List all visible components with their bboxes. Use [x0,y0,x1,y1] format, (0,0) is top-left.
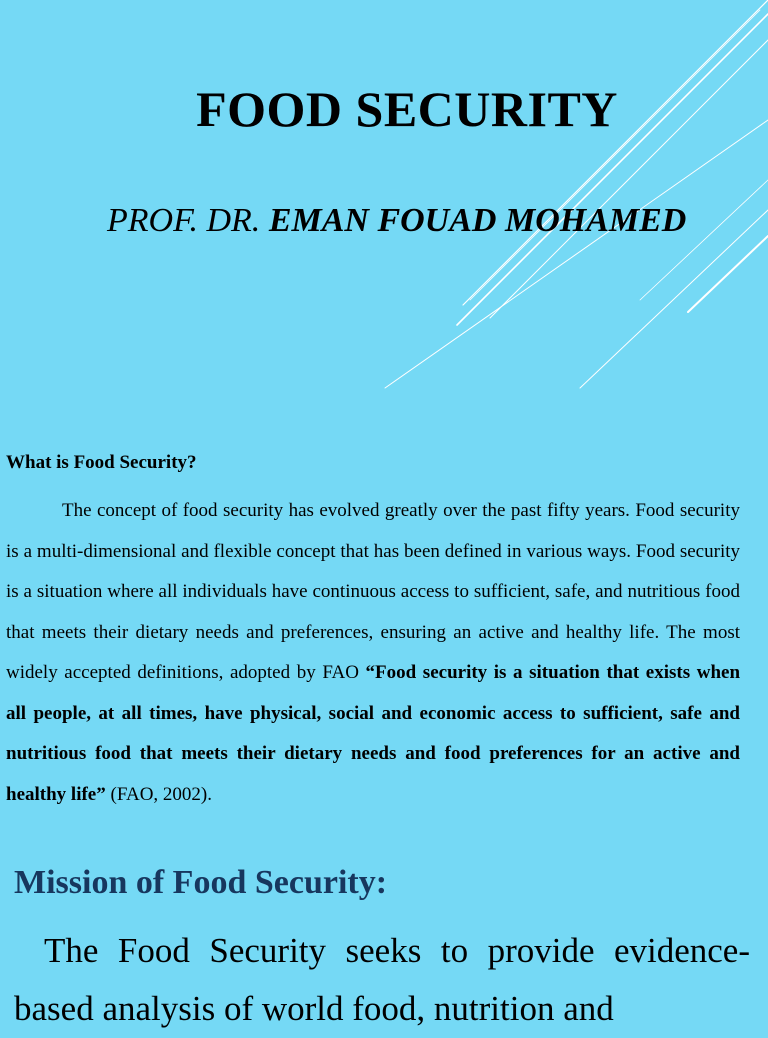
intro-text: The concept of food security has evolved greatly over the past fifty years. Food security is a multi-dimensional and flexible concept that has been defined in various ways. Food security is a situation where all individuals have continuous access to sufficient, safe, and nutritious food that meets their dietary needs and preferences, ensuring an active and healthy life. The most widely accepted definitions, adopted by FAO [6,500,740,683]
decor-line [457,14,768,325]
decor-line [385,120,768,388]
decor-line [640,180,768,300]
question-heading: What is Food Security? [6,452,197,473]
fao-citation: (FAO, 2002). [105,783,213,805]
mission-heading: Mission of Food Security: [14,864,388,901]
intro-paragraph [6,491,740,815]
author-prefix: PROF. DR. [107,202,269,239]
decor-line [470,10,760,300]
decor-line [463,0,768,305]
author-name: EMAN FOUAD MOHAMED [268,202,687,239]
fao-quote: “Food security is a situation that exists when all people, at all times, have physical, social and economic access to sufficient, safe and nutritious food that meets their dietary needs and food preferences for an active and healthy life” [6,662,741,805]
author-line [107,202,686,240]
decor-line [688,236,768,312]
mission-text: The Food Security seeks to provide evidence-based analysis of world food, nutrition and [14,931,750,1028]
slide-title: FOOD SECURITY [196,81,618,137]
